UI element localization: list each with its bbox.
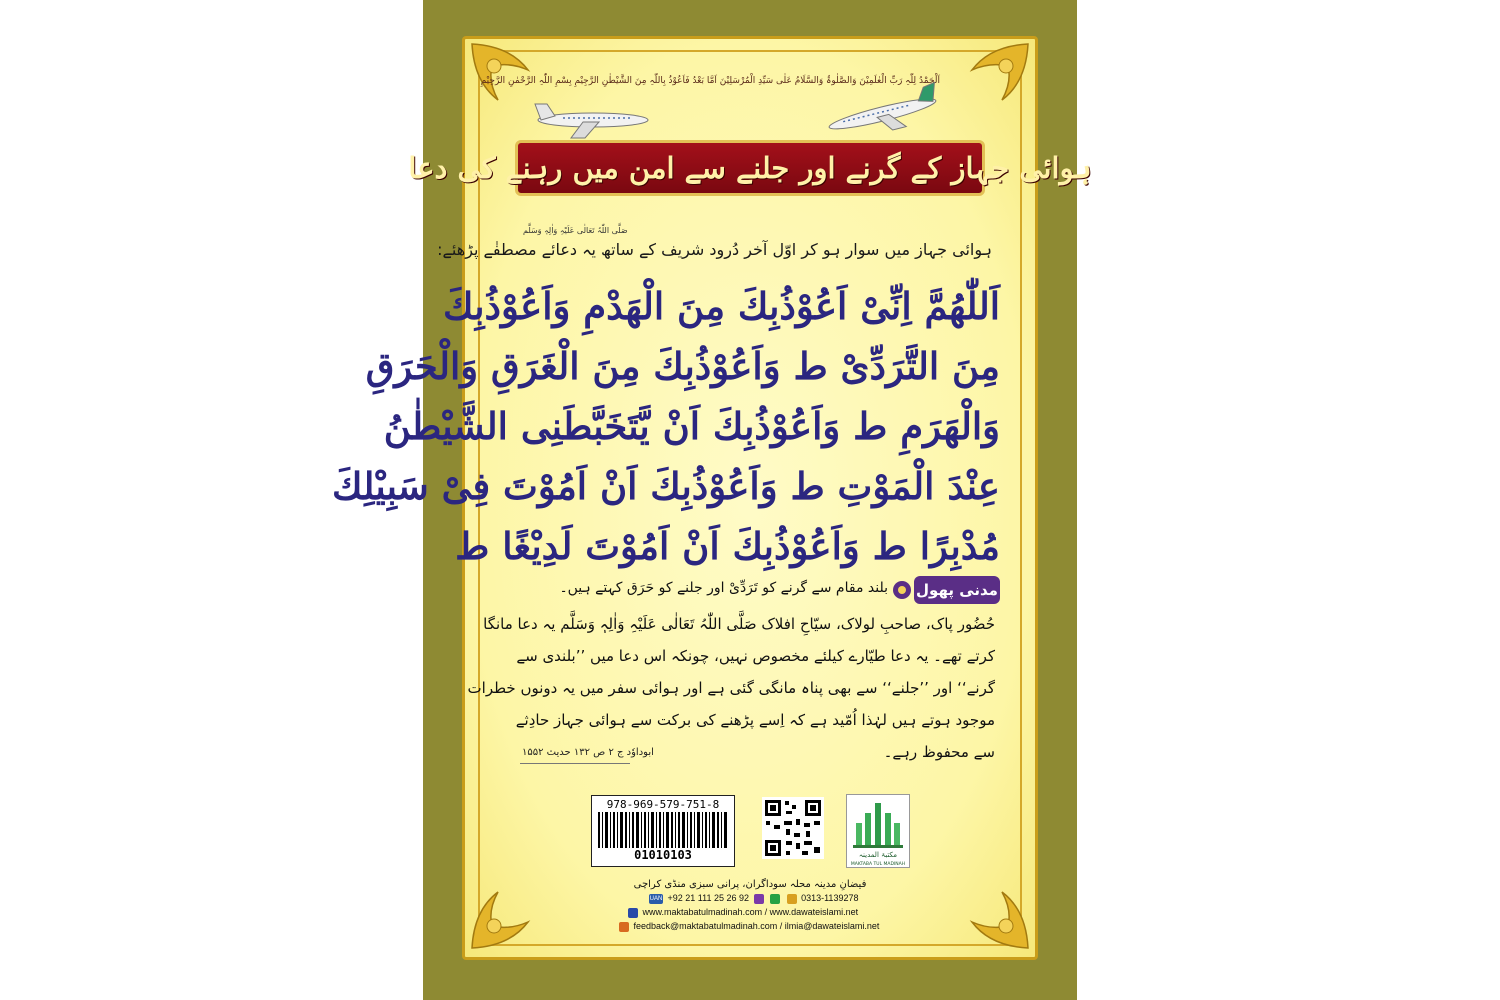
airplane-icon [822,82,942,142]
page-title: ہوائی جہاز کے گرنے اور جلنے سے امن میں رہنے کی دعا [408,151,1092,185]
honorific-note: صَلَّی اللّٰہُ تَعَالٰی عَلَیْہِ وَاٰلِہٖ وَسَلَّم [523,226,628,235]
logo-urdu-text: مکتبۃ المدینہ [858,851,898,859]
dua-line: مُدْبِرًا ط وَاَعُوْذُبِكَ اَنْ اَمُوْتَ لَدِیْغًا ط [455,524,1000,568]
mosque-logo-icon [847,795,909,867]
dua-text [331,276,1000,576]
address-text: فیضانِ مدینہ محلہ سوداگران، پرانی سبزی منڈی کراچی [633,879,867,890]
corner-ornament-icon [960,880,1030,950]
phone-row [647,893,858,904]
madani-phool-badge: مدنی پھول [914,576,1000,604]
barcode-number: 01010103 [634,848,692,862]
qr-code-icon [762,797,824,859]
corner-ornament-icon [960,42,1030,112]
email-row [617,921,879,932]
logo-english-text: MAKTABA TUL MADINAH [850,862,906,867]
intro-text: ہوائی جہاز میں سوار ہو کر اوّل آخر دُرود شریف کے ساتھ یہ دعائے مصطفٰے پڑھئے: [437,240,992,259]
email-links[interactable]: feedback@maktabatulmadinah.com / ilmia@dawateislami.net [633,921,880,931]
reference-divider [520,763,630,764]
paragraph-line: کرتے تھے۔ یہ دعا طیّارے کیلئے مخصوص نہیں، چونکہ اس دعا میں ’’بلندی سے [516,647,995,665]
viber-icon [754,894,764,904]
reference-note: ابوداوٗد ج ۲ ص ۱۳۲ حدیث ۱۵۵۲ [522,747,654,758]
web-icon [628,908,638,918]
paragraph-line: حُضُور پاک، صاحبِ لولاک، سیّاحِ افلاک صَلَّی اللّٰہُ تَعَالٰی عَلَیْہِ وَاٰلِہٖ وَسَلَّم یہ دعا مانگا [483,615,995,633]
title-banner [408,140,1092,196]
mobile-phone: 0313-1139278 [801,893,859,903]
publisher-logo [846,794,910,868]
madani-note-row [500,576,1000,604]
madani-note-text: بلند مقام سے گرنے کو تَرَدِّیْ اور جلنے کو حَرَق کہتے ہیں۔ [559,580,888,596]
corner-ornament-icon [470,880,540,950]
bismillah-line: اَلْحَمْدُ لِلّٰہِ رَبِّ الْعٰلَمِیْنَ وَالصَّلٰوۃُ وَالسَّلَامُ عَلٰی سَیِّدِ الْمُرْسَلِیْنَ اَمَّا بَعْدُ فَاَعُوْذُ بِاللّٰہِ مِنَ الشَّیْطٰنِ الرَّجِیْمِ بِسْمِ اللّٰہِ الرَّحْمٰنِ الرَّحِیْمِ [480,76,940,86]
whatsapp-icon [770,894,780,904]
uan-icon: UAN [649,895,663,902]
explanation-paragraph [467,608,995,768]
dua-line: مِنَ التَّرَدِّیْ ط وَاَعُوْذُبِكَ مِنَ الْغَرَقِ وَالْحَرَقِ [365,344,1000,388]
paragraph-line: سے محفوظ رہے۔ [883,743,995,761]
dua-line: اَللّٰھُمَّ اِنِّیْ اَعُوْذُبِكَ مِنَ الْھَدْمِ وَاَعُوْذُبِكَ [443,284,1000,328]
flower-icon [892,580,912,600]
paragraph-line: موجود ہوتے ہیں لہٰذا اُمّید ہے کہ اِسے پڑھنے کی برکت سے ہوائی جہاز حادِثے [515,711,995,729]
isbn-number: 978-969-579-751-8 [606,798,720,811]
dua-line: عِنْدَ الْمَوْتِ ط وَاَعُوْذُبِكَ اَنْ اَمُوْتَ فِیْ سَبِیْلِكَ [331,464,1000,508]
uan-phone: +92 21 111 25 26 92 [667,893,750,903]
web-row [626,907,858,918]
dua-line: وَالْھَرَمِ ط وَاَعُوْذُبِكَ اَنْ یَّتَخَبَّطَنِی الشَّیْطٰنُ [383,404,1000,448]
barcode-bars-icon [598,812,728,848]
paragraph-line: گرنے‘‘ اور ’’جلنے‘‘ سے بھی پناہ مانگی گئی ہے اور ہوائی سفر میں یہ دونوں خطرات [467,679,995,697]
email-icon [619,922,629,932]
website-links[interactable]: www.maktabatulmadinah.com / www.dawateislami.net [642,907,859,917]
airplane-icon [533,86,653,146]
phone-icon [787,894,797,904]
barcode [591,795,735,867]
